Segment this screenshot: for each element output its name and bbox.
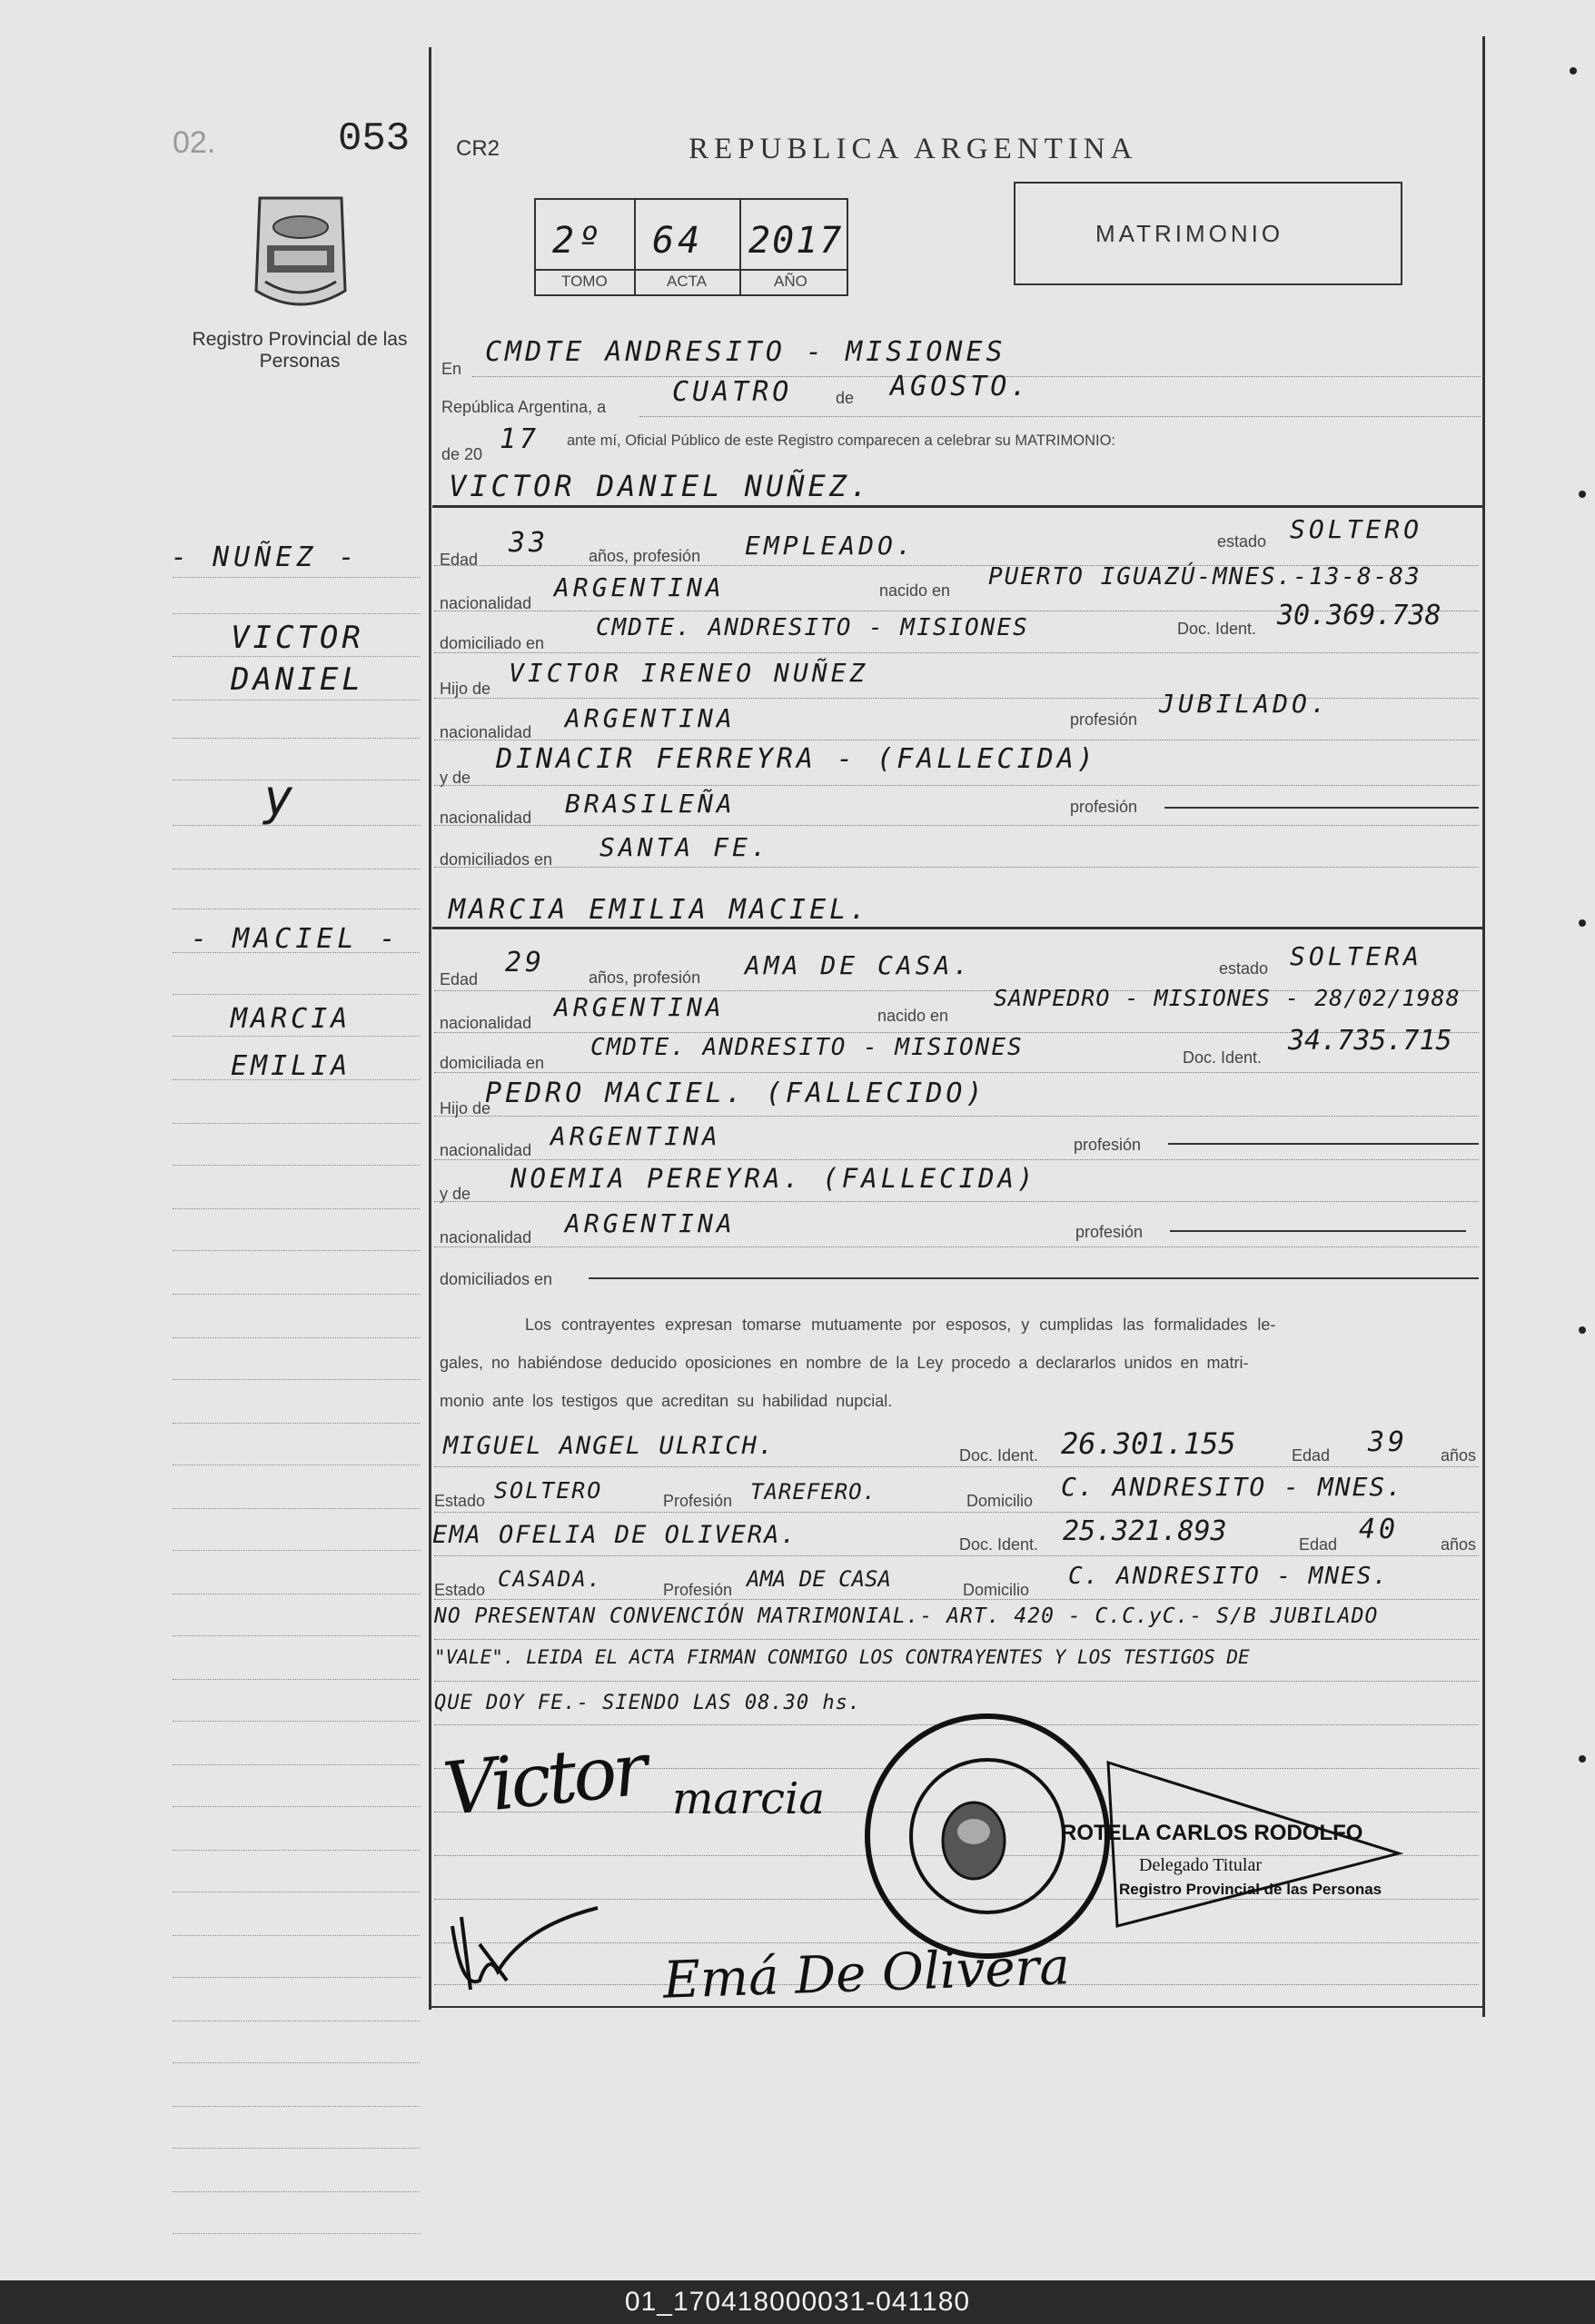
registry-name: Registro Provincial de las Personas (192, 329, 408, 372)
s1-estado: SOLTERO (1290, 514, 1423, 544)
s1-madre: DINACIR FERREYRA - (FALLECIDA) (496, 743, 1097, 775)
tomo-label: TOMO (561, 273, 608, 290)
note-line-3: QUE DOY FE.- SIENDO LAS 08.30 hs. (434, 1692, 862, 1714)
s1-padre-prof-label: profesión (1070, 710, 1138, 729)
s2-dom-label: domiciliada en (440, 1054, 545, 1072)
s2-nacionalidad: ARGENTINA (554, 992, 725, 1022)
right-border (1482, 36, 1485, 2017)
signature-witness1 (443, 1890, 607, 2017)
binding-mark (1570, 67, 1577, 74)
s1-padre-prof: JUBILADO. (1159, 689, 1330, 719)
signature-victor: Victor (439, 1726, 649, 1832)
w2-estado: CASADA. (498, 1566, 603, 1592)
w2-profesion: AMA DE CASA (747, 1566, 891, 1592)
w1-doc-label: Doc. Ident. (959, 1446, 1039, 1465)
s2-madre: NOEMIA PEREYRA. (FALLECIDA) (510, 1163, 1037, 1194)
form-code: CR2 (456, 136, 500, 161)
binding-mark (1579, 491, 1586, 498)
s1-profesion: EMPLEADO. (745, 531, 916, 561)
spouse1-name: VICTOR DANIEL NUÑEZ. (449, 469, 872, 503)
acta-value: 64 (652, 220, 704, 262)
w1-prof-label: Profesión (663, 1492, 733, 1510)
s1-hijo-label: Hijo de (440, 680, 491, 698)
record-type-box (1014, 182, 1402, 285)
tomo-value: 2º (552, 220, 604, 262)
w2-doc-label: Doc. Ident. (959, 1535, 1039, 1554)
anio-value: 2017 (748, 220, 844, 262)
ante-text: ante mí, Oficial Público de este Registro comparecen a celebrar su MATRIMONIO: (567, 432, 1116, 449)
s2-doc: 34.735.715 (1288, 1025, 1452, 1057)
s1-nacido: PUERTO IGUAZÚ-MNES.-13-8-83 (988, 563, 1422, 591)
s2-nacido-label: nacido en (877, 1007, 949, 1025)
ceremony-month: AGOSTO. (890, 371, 1031, 402)
w1-dom-label: Domicilio (966, 1492, 1034, 1510)
w1-domicilio: C. ANDRESITO - MNES. (1061, 1472, 1404, 1502)
w2-estado-label: Estado (434, 1581, 486, 1599)
signature-marcia: marcia (672, 1773, 825, 1824)
acta-label: ACTA (667, 273, 708, 290)
margin-s2-surname: - MACIEL - (191, 923, 401, 955)
margin-s1-first: VICTOR (231, 620, 364, 656)
s1-nac-label: nacionalidad (440, 594, 532, 612)
scan-id-footer: 01_170418000031-041180 (0, 2280, 1595, 2324)
republica-label: República Argentina, a (441, 398, 607, 416)
w1-doc: 26.301.155 (1061, 1426, 1236, 1461)
s1-madre-nac-label: nacionalidad (440, 809, 532, 827)
registry-logo-icon (247, 191, 354, 318)
s1-padre: VICTOR IRENEO NUÑEZ (509, 658, 869, 688)
s1-nacionalidad: ARGENTINA (554, 572, 725, 602)
s2-madre-nac-label: nacionalidad (440, 1228, 532, 1246)
official-title: Delegado Titular (1139, 1855, 1262, 1875)
seal-inner-text (870, 1708, 871, 1709)
s1-madre-nac: BRASILEÑA (565, 789, 736, 819)
official-org: Registro Provincial de las Personas (1119, 1881, 1382, 1898)
de-label: de (836, 389, 855, 407)
binding-mark (1579, 1755, 1586, 1763)
s2-madre-nac: ARGENTINA (565, 1208, 736, 1238)
body-line-1: Los contrayentes expresan tomarse mutuamente por esposos, y cumplidas las formalidades le- (525, 1316, 1276, 1334)
s2-padre: PEDRO MACIEL. (FALLECIDO) (485, 1078, 986, 1109)
s2-nac-label: nacionalidad (440, 1014, 532, 1032)
s2-estado: SOLTERA (1290, 941, 1423, 971)
w2-prof-label: Profesión (663, 1581, 733, 1599)
s1-anos-label: años, profesión (589, 547, 701, 565)
s2-anos-label: años, profesión (589, 968, 701, 987)
s2-doc-label: Doc. Ident. (1183, 1048, 1263, 1067)
binding-mark (1579, 919, 1586, 927)
w1-edad-label: Edad (1292, 1446, 1331, 1465)
margin-s1-surname: - NUÑEZ - (171, 541, 360, 573)
w1-name: MIGUEL ANGEL ULRICH. (443, 1432, 776, 1460)
s2-estado-label: estado (1219, 959, 1269, 978)
page-number: 053 (338, 116, 411, 162)
w2-anos-label: años (1441, 1535, 1477, 1554)
margin-divider (429, 47, 431, 2010)
w2-edad-label: Edad (1299, 1535, 1338, 1554)
w2-edad: 40 (1359, 1514, 1400, 1545)
ceremony-day: CUATRO (672, 376, 793, 408)
s1-padre-nac: ARGENTINA (565, 703, 736, 733)
country-title: REPUBLICA ARGENTINA (689, 133, 1138, 165)
w1-anos-label: años (1441, 1446, 1477, 1465)
record-number-box (534, 198, 848, 296)
s1-domicilio: CMDTE. ANDRESITO - MISIONES (596, 614, 1029, 641)
w1-edad: 39 (1368, 1426, 1409, 1458)
signature-ema: Emá De Olivera (662, 1937, 1071, 2011)
s1-doms-label: domiciliados en (440, 850, 553, 869)
s1-yde-label: y de (440, 769, 471, 787)
official-name: ROTELA CARLOS RODOLFO (1061, 1821, 1363, 1845)
body-line-3: monio ante los testigos que acreditan su habilidad nupcial. (440, 1392, 893, 1410)
s2-domicilio: CMDTE. ANDRESITO - MISIONES (590, 1034, 1024, 1061)
margin-s2-first: MARCIA (231, 1003, 352, 1035)
w2-doc: 25.321.893 (1063, 1515, 1227, 1547)
record-type: MATRIMONIO (1095, 220, 1284, 247)
body-line-2: gales, no habiéndose deducido oposiciones en nombre de la Ley procedo a declararlos unidos en matri- (440, 1354, 1249, 1372)
year-suffix: 17 (500, 423, 540, 455)
w1-profesion: TAREFERO. (750, 1479, 877, 1505)
spouse2-name: MARCIA EMILIA MACIEL. (449, 894, 870, 926)
s2-padre-nac: ARGENTINA (550, 1121, 721, 1151)
anio-label: AÑO (774, 273, 807, 290)
s2-madre-prof-label: profesión (1075, 1223, 1144, 1241)
w1-estado: SOLTERO (494, 1477, 603, 1504)
s2-edad-label: Edad (440, 970, 479, 988)
w2-name: EMA OFELIA DE OLIVERA. (432, 1521, 798, 1549)
s1-edad-label: Edad (440, 551, 479, 569)
s1-doc-label: Doc. Ident. (1177, 620, 1257, 638)
s1-padre-nac-label: nacionalidad (440, 723, 532, 741)
s1-padres-dom: SANTA FE. (599, 832, 770, 862)
s2-padre-prof-label: profesión (1074, 1136, 1142, 1154)
s2-nacido: SANPEDRO - MISIONES - 28/02/1988 (994, 985, 1461, 1011)
s2-yde-label: y de (440, 1185, 471, 1203)
s1-estado-label: estado (1217, 532, 1267, 551)
s1-madre-prof-label: profesión (1070, 798, 1138, 816)
s1-dom-label: domiciliado en (440, 634, 545, 652)
s2-padre-nac-label: nacionalidad (440, 1141, 532, 1159)
margin-s1-second: DANIEL (231, 661, 364, 698)
s1-nacido-label: nacido en (879, 581, 951, 600)
s1-edad: 33 (509, 527, 550, 559)
w2-domicilio: C. ANDRESITO - MNES. (1068, 1563, 1390, 1590)
s2-edad: 29 (505, 947, 546, 978)
year-prefix: de 20 (441, 445, 483, 463)
s1-doc: 30.369.738 (1277, 600, 1441, 631)
en-label: En (441, 360, 462, 378)
ceremony-place: CMDTE ANDRESITO - MISIONES (485, 336, 1006, 368)
s2-profesion: AMA DE CASA. (745, 950, 973, 980)
w1-estado-label: Estado (434, 1492, 486, 1510)
page-number-left: 02. (173, 125, 216, 160)
margin-s2-second: EMILIA (231, 1050, 352, 1082)
s2-hijo-label: Hijo de (440, 1099, 491, 1117)
note-line-1: NO PRESENTAN CONVENCIÓN MATRIMONIAL.- ART. 420 - C.C.yC.- S/B JUBILADO (434, 1604, 1379, 1628)
note-line-2: "VALE". LEIDA EL ACTA FIRMAN CONMIGO LOS CONTRAYENTES Y LOS TESTIGOS DE (434, 1646, 1250, 1668)
binding-mark (1579, 1326, 1586, 1334)
margin-and: y (263, 769, 297, 826)
w2-dom-label: Domicilio (963, 1581, 1030, 1599)
s2-doms-label: domiciliados en (440, 1270, 553, 1288)
